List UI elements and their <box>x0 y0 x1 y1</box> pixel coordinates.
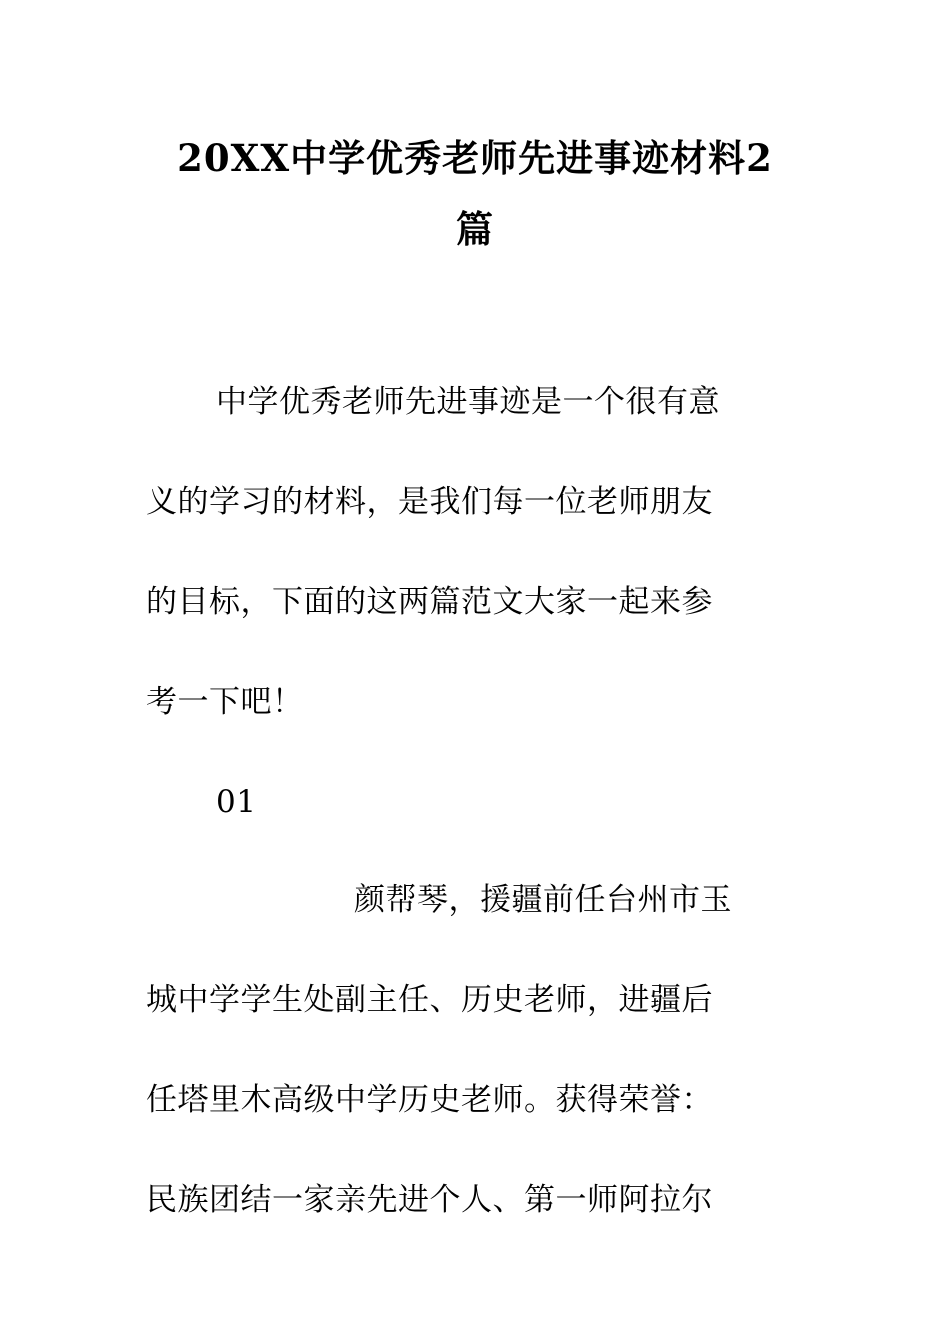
body-line-8: 任塔里木高级中学历史老师。获得荣誉： <box>146 1082 713 1118</box>
body-line-2: 义的学习的材料，是我们每一位老师朋友 <box>146 484 713 520</box>
body-line-6: 颜帮琴，援疆前任台州市玉 <box>354 882 732 918</box>
document-title-line-2: 篇 <box>456 207 494 251</box>
body-line-1: 中学优秀老师先进事迹是一个很有意 <box>216 384 720 420</box>
section-number: 01 <box>216 784 257 820</box>
body-line-3: 的目标，下面的这两篇范文大家一起来参 <box>146 584 713 620</box>
body-line-9: 民族团结一家亲先进个人、第一师阿拉尔 <box>146 1182 713 1218</box>
body-line-4: 考一下吧！ <box>146 684 304 720</box>
document-title-line-1: 20XX中学优秀老师先进事迹材料2 <box>177 136 773 180</box>
body-line-7: 城中学学生处副主任、历史老师，进疆后 <box>146 982 713 1018</box>
